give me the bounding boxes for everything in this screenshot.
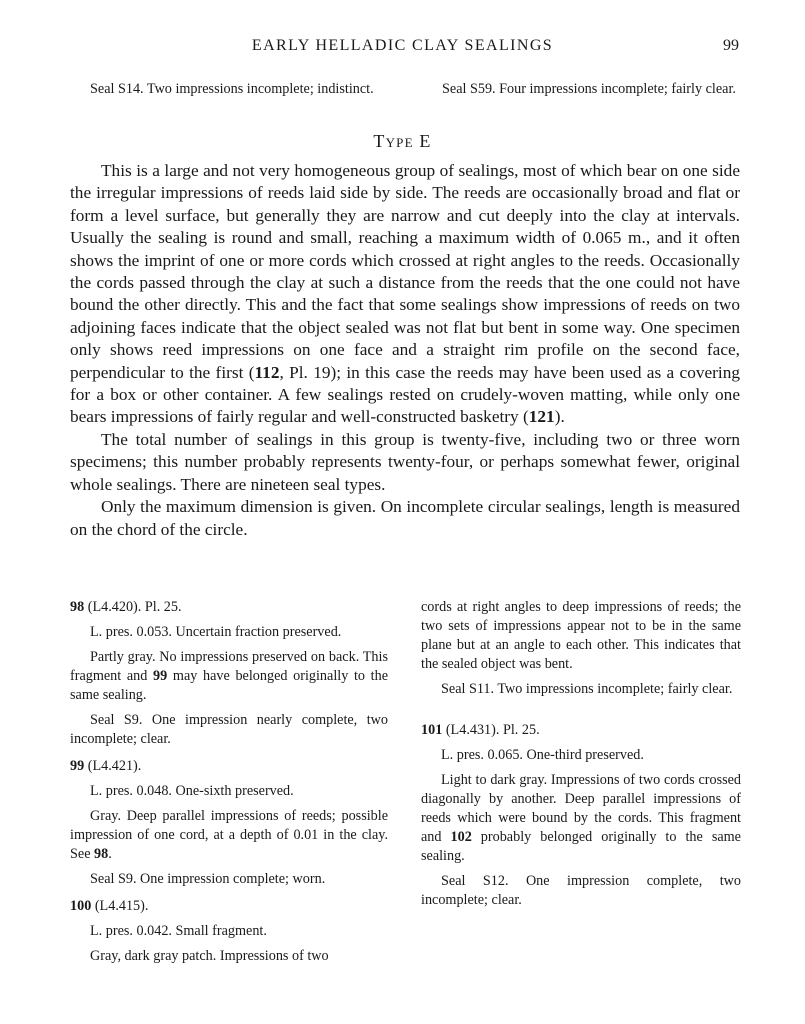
entry-98-desc-b: may have belonged originally to the same sealing.: [70, 668, 388, 703]
catalogue-column-left: [70, 598, 388, 966]
seal-s59-text: Seal S59. Four impressions incomplete; fairly clear.: [442, 81, 736, 97]
entry-99-ref: (L4.421).: [84, 758, 142, 774]
entry-101-ref: (L4.431). Pl. 25.: [442, 722, 540, 738]
catalogue-column-right: [421, 598, 741, 910]
entry-101-desc-b: probably belonged originally to the same sealing.: [421, 829, 741, 864]
entry-99-description: [70, 807, 388, 864]
body-paragraph-2: The total number of sealings in this group is twenty-five, including two or three worn specimens; this number probably represents twenty-four, or perhaps somewhat fewer, original whole sealings. There are nineteen seal types.: [70, 429, 740, 494]
entry-100-number: 100: [70, 898, 92, 914]
entry-99-number: 99: [70, 758, 85, 774]
entry-99-seal: Seal S9. One impression complete; worn.: [90, 871, 326, 887]
entry-98-description: [70, 648, 388, 705]
entry-99-desc-a: Gray. Deep parallel impressions of reeds; possible impression of one cord, at a depth of 0.01 in the clay. See: [70, 808, 388, 862]
body-paragraph-3: Only the maximum dimension is given. On incomplete circular sealings, length is measured on the chord of the circle.: [70, 497, 740, 539]
entry-98-desc-ref: 99: [153, 668, 168, 684]
entry-101-description: [421, 771, 741, 866]
entry-101-desc-ref: 102: [450, 829, 472, 845]
running-head: EARLY HELLADIC CLAY SEALINGS: [251, 37, 554, 54]
entry-98-ref: (L4.420). Pl. 25.: [84, 599, 182, 615]
section-body: [70, 160, 740, 541]
body-paragraph-1: [70, 160, 740, 429]
entry-100-ref: (L4.415).: [91, 898, 149, 914]
entry-101-desc-a: Light to dark gray. Impressions of two cords crossed diagonally by another. Deep parallel impressions of reeds which were bound by the cords. This fragment and: [421, 772, 741, 845]
entry-101-size: L. pres. 0.065. One-third preserved.: [441, 747, 644, 763]
entry-98-seal: Seal S9. One impression nearly complete, two incomplete; clear.: [70, 712, 388, 747]
entry-98-size: L. pres. 0.053. Uncertain fraction preserved.: [90, 624, 342, 640]
section-heading: Type E: [373, 131, 432, 151]
entry-101-seal: Seal S12. One impression complete, two incomplete; clear.: [421, 873, 741, 908]
entry-100-seal: Seal S11. Two impressions incomplete; fairly clear.: [441, 681, 733, 697]
entry-101-heading: [421, 721, 741, 740]
entry-101-number: 101: [421, 722, 443, 738]
entry-99-size: L. pres. 0.048. One-sixth preserved.: [90, 783, 294, 799]
p1-text-b: , Pl. 19); in this case the reeds may have been used as a covering for a box or other container. A few sealings rested on crudely-woven matting, while only one bears impressions of fairly regular and well-constructed basketry (: [70, 362, 740, 427]
entry-98-heading: [70, 598, 388, 617]
entry-100-description-start: Gray, dark gray patch. Impressions of two: [90, 948, 329, 964]
p1-ref-112: 112: [254, 362, 280, 382]
carryover-seal-right: [422, 80, 742, 99]
seal-s14-text: Seal S14. Two impressions incomplete; indistinct.: [90, 81, 374, 97]
entry-98-number: 98: [70, 599, 85, 615]
page-header: [0, 37, 805, 63]
entry-100-description-cont: cords at right angles to deep impressions of reeds; the two sets of impressions appear not to be in the same plane but at an angle to each other. This indicates that the sealed object was bent.: [421, 599, 741, 672]
entry-99-desc-b: .: [108, 846, 112, 862]
entry-99-heading: [70, 757, 388, 776]
entry-99-desc-ref: 98: [94, 846, 109, 862]
p1-ref-121: 121: [528, 407, 555, 427]
carryover-seal-left: [70, 80, 390, 99]
p1-text-c: ).: [554, 407, 565, 427]
entry-100-heading: [70, 897, 388, 916]
p1-text-a: This is a large and not very homogeneous group of sealings, most of which bear on one side the irregular impressions of reeds laid side by side. The reeds are occasionally broad and flat or form a level surface, but generally they are narrow and cut deeply into the clay at intervals. Usually the sealing is round and small, reaching a maximum width of 0.065 m., and it often shows the imprint of one or more cords which crossed at right angles to the reeds. Occasionally the cords passed through the clay at such a distance from the reeds that the one could not have bound the other directly. This and the fact that some sealings show impressions of reeds on two adjoining faces indicate that the object sealed was not flat but bent in some way. One specimen only shows reed impressions on one face and a straight rim profile on the second face, perpendicular to the first (: [70, 161, 740, 382]
entry-100-size: L. pres. 0.042. Small fragment.: [90, 923, 267, 939]
page-number: 99: [723, 37, 739, 54]
entry-98-desc-a: Partly gray. No impressions preserved on back. This fragment and: [70, 649, 388, 684]
